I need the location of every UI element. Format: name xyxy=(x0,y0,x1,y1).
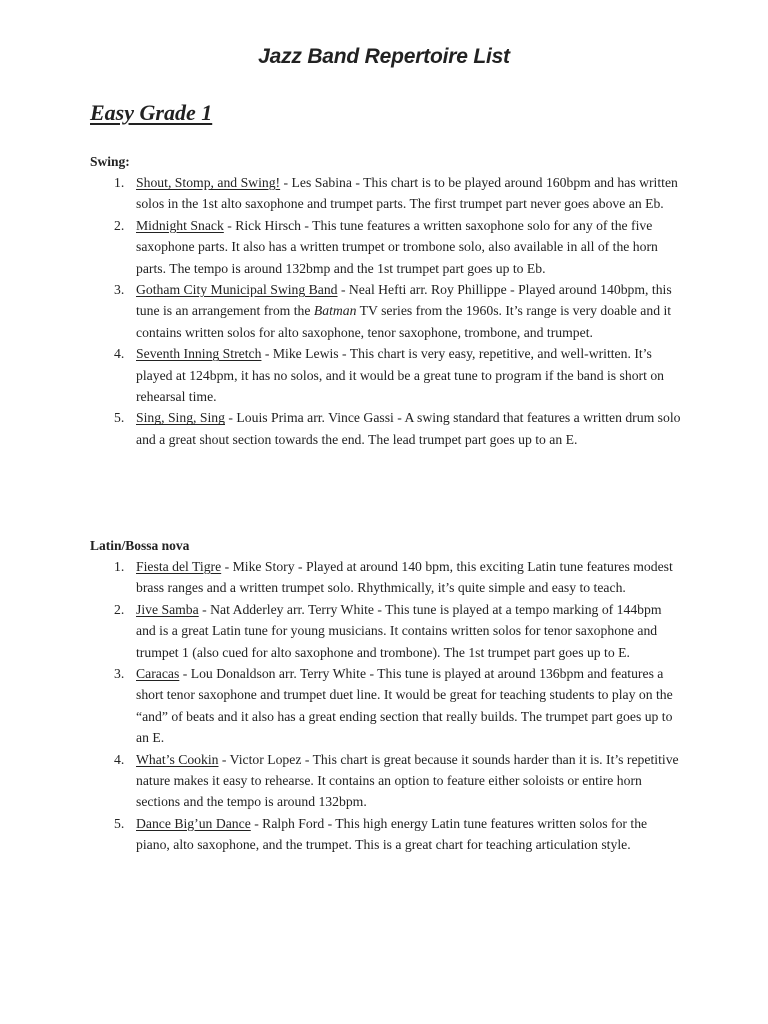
list-item xyxy=(0,599,682,663)
tune-title-link[interactable]: What’s Cookin xyxy=(136,751,219,767)
item-description: - Les Sabina - This chart is to be played around 160bpm and has written solos in the 1st alto saxophone and trumpet parts. The first trumpet part never goes above an Eb. xyxy=(136,175,678,212)
item-number: 5. xyxy=(114,410,125,426)
tune-title-link[interactable]: Sing, Sing, Sing xyxy=(136,410,225,426)
tune-title-link[interactable]: Seventh Inning Stretch xyxy=(136,346,262,362)
item-description: - Neal Hefti arr. Roy Phillippe - Played around 140bpm, this tune is an arrangement from the xyxy=(136,282,672,319)
item-number: 3. xyxy=(114,282,125,298)
list-item xyxy=(0,556,682,599)
item-number: 5. xyxy=(114,815,125,831)
item-description: - Mike Story - Played at around 140 bpm, this exciting Latin tune features modest brass ranges and a written trumpet solo. Rhythmically, it’s quite simple and easy to teach. xyxy=(136,559,673,596)
list-item xyxy=(0,215,682,279)
item-description: - Nat Adderley arr. Terry White - This tune is played at a tempo marking of 144bpm and is a great Latin tune for young musicians. It contains written solos for tenor saxophone and trumpet 1 (also cued for alto saxophone and trombone). The 1st trumpet part goes up to E. xyxy=(136,601,662,660)
section-heading-latin: Latin/Bossa nova xyxy=(90,538,190,553)
item-description: - Lou Donaldson arr. Terry White - This tune is played at around 136bpm and features a short tenor saxophone and trumpet duet line. It would be great for teaching students to play on the “and” of beats and it also has a great ending section that really builds. The trumpet part goes up to an E. xyxy=(136,666,673,746)
item-description: TV series from the 1960s. It’s range is very doable and it contains written solos for alto saxophone, tenor saxophone, trombone, and trumpet. xyxy=(136,303,672,340)
repertoire-list-latin xyxy=(0,556,768,856)
item-description: - Victor Lopez - This chart is great because it sounds harder than it is. It’s repetitive nature makes it easy to rehearse. It contains an option to feature either soloists or entire horn sections and the tempo is around 132bpm. xyxy=(136,751,679,810)
item-number: 2. xyxy=(114,217,125,233)
tune-title-link[interactable]: Gotham City Municipal Swing Band xyxy=(136,282,338,298)
grade-heading: Easy Grade 1 xyxy=(90,100,213,125)
item-number: 2. xyxy=(114,601,125,617)
list-item xyxy=(0,172,682,215)
item-number: 4. xyxy=(114,751,125,767)
repertoire-list-swing xyxy=(0,172,768,450)
item-description: - Louis Prima arr. Vince Gassi - A swing standard that features a written drum solo and a great shout section towards the end. The lead trumpet part goes up to an E. xyxy=(136,410,681,447)
list-item xyxy=(0,663,682,749)
item-description: - Mike Lewis - This chart is very easy, repetitive, and well-written. It’s played at 124bpm, it has no solos, and it would be a great tune to program if the band is short on rehearsal time. xyxy=(136,346,665,405)
list-item xyxy=(0,279,682,343)
tune-title-link[interactable]: Shout, Stomp, and Swing! xyxy=(136,175,281,190)
item-description: - Rick Hirsch - This tune features a written saxophone solo for any of the five saxophone parts. It also has a written trumpet or trombone solo, also available in all of the horn parts. The tempo is around 132bmp and the 1st trumpet part goes up to Eb. xyxy=(136,217,658,276)
tune-title-link[interactable]: Midnight Snack xyxy=(136,217,224,233)
document-title: Jazz Band Repertoire List xyxy=(258,45,510,68)
item-number: 3. xyxy=(114,666,125,682)
item-number: 4. xyxy=(114,346,125,362)
tune-title-link[interactable]: Fiesta del Tigre xyxy=(136,559,222,574)
tune-title-link[interactable]: Dance Big’un Dance xyxy=(136,815,251,831)
item-number: 1. xyxy=(114,175,125,190)
item-description: - Ralph Ford - This high energy Latin tune features written solos for the piano, alto saxophone, and the trumpet. This is a great chart for teaching articulation style. xyxy=(136,815,648,853)
item-number: 1. xyxy=(114,559,125,574)
list-item xyxy=(0,407,682,450)
list-item xyxy=(0,813,682,856)
tune-title-link[interactable]: Caracas xyxy=(136,666,180,682)
italic-text: Batman xyxy=(313,303,357,319)
list-item xyxy=(0,749,682,813)
tune-title-link[interactable]: Jive Samba xyxy=(136,601,199,617)
section-heading-swing: Swing: xyxy=(90,154,130,169)
list-item xyxy=(0,343,682,407)
